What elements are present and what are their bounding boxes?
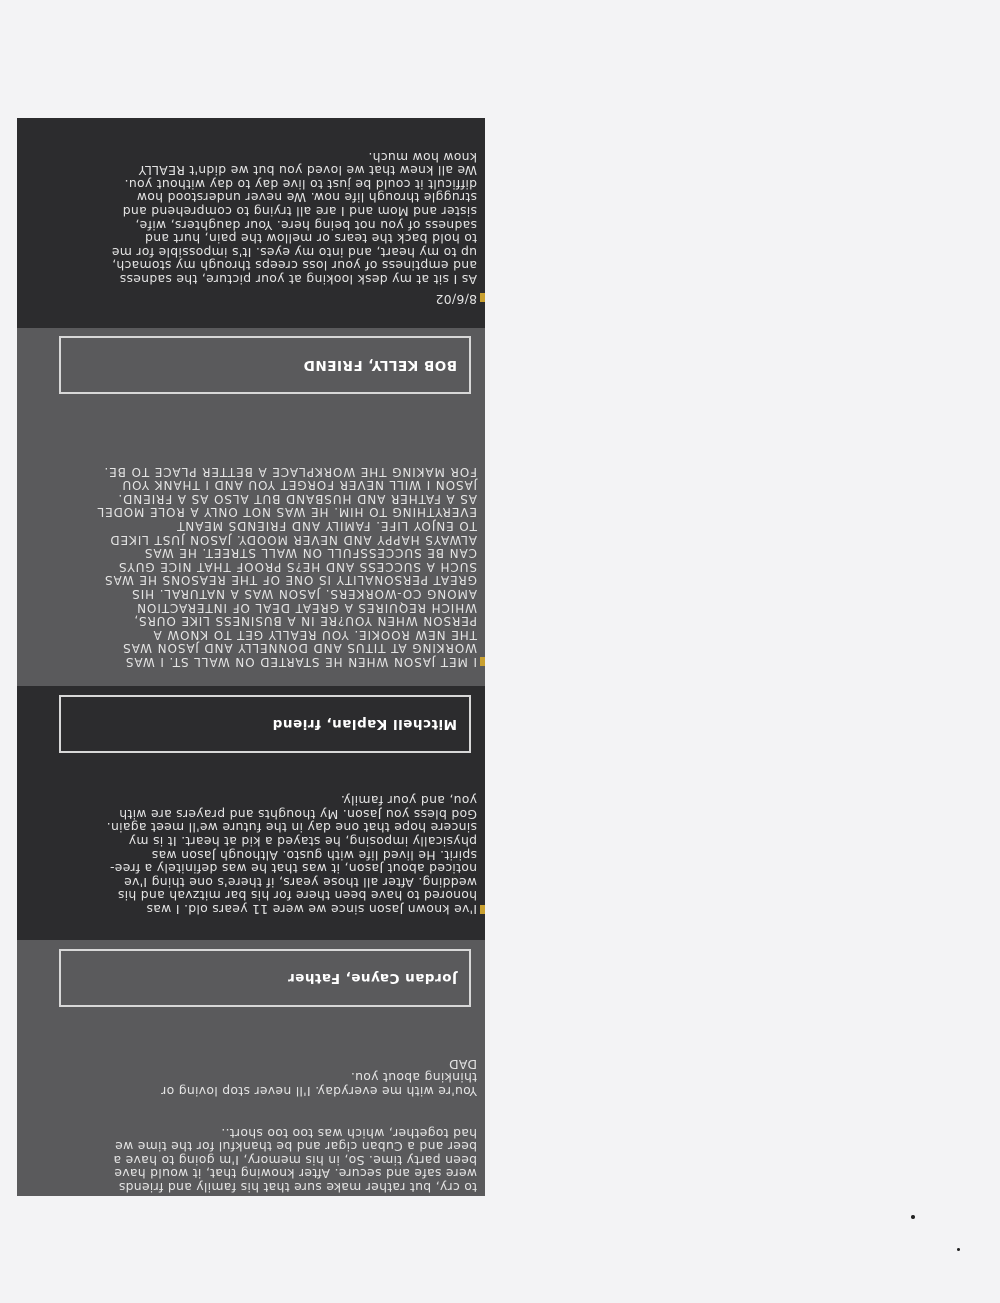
signature-mitchell-kaplan: Mitchell Kaplan, friend bbox=[59, 695, 471, 753]
signature-bob-kelly: BOB KELLY, FRIEND bbox=[59, 336, 471, 394]
scan-speck bbox=[911, 1215, 915, 1219]
entry-dad-letter bbox=[17, 118, 485, 328]
bullet-marker bbox=[480, 657, 485, 666]
entry-jordan-paragraph-1: to cry, but rather make sure that his family and friends were safe and secure. After knowing that, it would have been party time. So, in his memory, I'm going to have a beer and a Cuban cigar and be thankful for the time we had together, which was too too short.. bbox=[113, 1125, 477, 1195]
entry-mitchell bbox=[17, 686, 485, 940]
bullet-marker bbox=[480, 905, 485, 914]
memorial-strip bbox=[17, 118, 485, 1196]
bullet-marker bbox=[480, 293, 485, 302]
signature-jordan-cayne: Jordan Cayne, Father bbox=[59, 949, 471, 1007]
entry-mitchell-paragraph-1: I've known Jason since we were 11 years old. I was honored to have been there for his bar mitzvah and his wedding. After all those years, if there's one thing I've noticed about Jason, it was that he was definitely a free- spirit. He lived life with gusto. Although Jason was physically imposing, he stayed a kid at heart. It is my sincere hope that one day in the future we'll meet again. God bless you Jason. My thoughts and prayers are with you, and your family. bbox=[106, 793, 477, 917]
entry-jordan-paragraph-2: You're with me everyday. I'll never stop loving or thinking about you. DAD bbox=[160, 1056, 477, 1099]
entry-jordan bbox=[17, 940, 485, 1196]
entry-bob bbox=[17, 328, 485, 686]
entry-dad-paragraph-1: As I sit at my desk looking at your picture, the sadness and emptiness of your loss creeps through my stomach, up to my heart, and into my eyes. It's impossible for me to hold back the tears or mellow the pain, hurt and sadness of you not being here. Your daughters, wife, sister and Mom and I are all trying to comprehend and struggle through life now. We never understood how difficult it could be just to live day to day without you. We all knew that we loved you but we didn't REALLY know how much. bbox=[111, 149, 477, 287]
scan-speck bbox=[957, 1248, 960, 1251]
entry-bob-paragraph-1: I MET JASON WHEN HE STARTED ON WALL ST. I WAS WORKING AT TITUS AND DONNELLY AND JASON WAS THE NEW ROOKIE. YOU REALLY GET TO KNOW A PERSON WHEN YOU?RE IN A BUSINESS LIKE OURS, WHICH REQUIRES A GREAT DEAL OF INTERACTION AMONG CO-WORKERS. JASON WAS A NATURAL. HIS GREAT PERSONALITY IS ONE OF THE REASONS HE WAS SUCH A SUCCESS AND HE?S PROOF THAT NICE GUYS CAN BE SUCCESSFULL ON WALL STREET. HE WAS ALWAYS HAPPY AND NEVER MOODY. JASON JUST LIKED TO ENJOY LIFE. FAMILY AND FRIENDS MEANT EVERYTHING TO HIM. HE WAS NOT ONLY A ROLE MODEL AS A FATHER AND HUSBAND BUT ALSO AS A FRIEND. JASON I WILL NEVER FORGET YOU AND I THANK YOU FOR MAKING THE WORKPLACE A BETTER PLACE TO BE. bbox=[96, 464, 477, 669]
entry-date: 8/6/02 bbox=[435, 292, 477, 307]
